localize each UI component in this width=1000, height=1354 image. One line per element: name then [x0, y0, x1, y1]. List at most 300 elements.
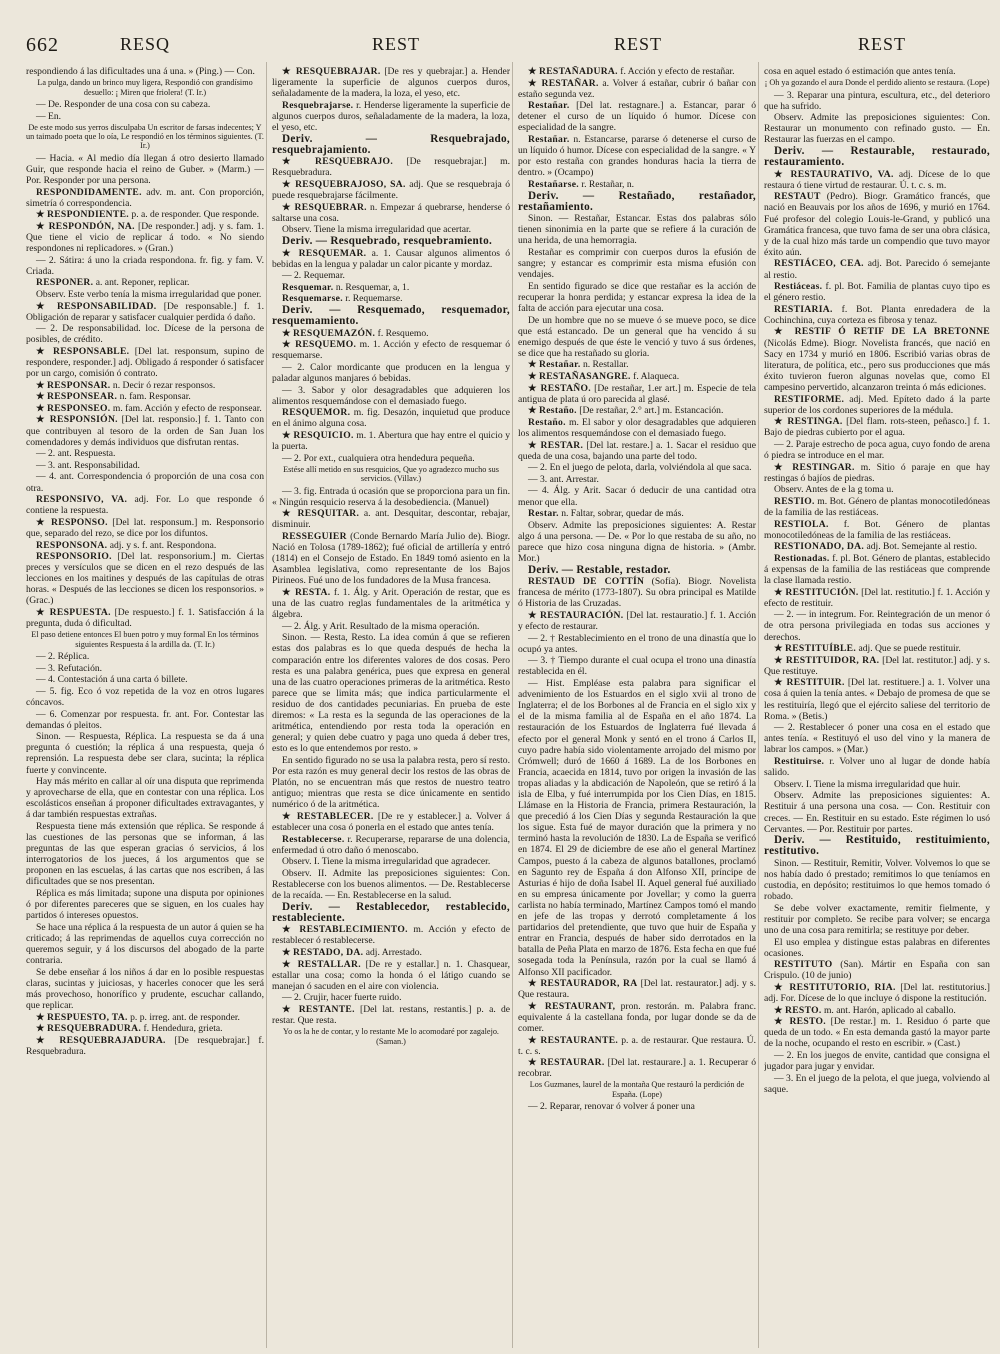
entry-paragraph	[26, 709, 264, 731]
dictionary-entry	[26, 517, 264, 539]
entry-definition: [Del flam. rots-steen, peñasco.] f. 1. Bajo de piedras cubierto por el agua.	[764, 416, 990, 439]
entry-headword: Restiáceas.	[774, 281, 823, 293]
dictionary-entry	[764, 496, 990, 518]
entry-paragraph	[26, 731, 264, 775]
entry-definition: p. a. de responder. Que responde.	[131, 209, 260, 221]
entry-definition: f. Bot. Planta enredadera de la Cochinchina, cuya corteza es fibrosa y tenaz.	[764, 303, 990, 326]
star-icon: ★	[36, 1034, 60, 1046]
entry-definition: — 3. Sabor y olor desagradables que adquieren los alimentos resquemándose con el demasiado fuego.	[272, 384, 510, 407]
entry-paragraph	[26, 674, 264, 685]
entry-definition: Deriv. — Restaurable, restaurado, restauramiento.	[764, 144, 990, 169]
entry-headword: RESSEGUIER	[282, 530, 347, 542]
star-icon: ★	[528, 371, 539, 383]
dictionary-entry	[26, 301, 264, 323]
entry-paragraph	[26, 460, 264, 471]
star-icon: ★	[36, 1011, 47, 1023]
entry-headword: RESPONSIVO, VA.	[36, 494, 128, 506]
entry-paragraph	[764, 90, 990, 112]
entry-definition: m. fam. Acción y efecto de responsear.	[112, 402, 262, 414]
guide-word-1: RESQ	[120, 34, 171, 54]
entry-headword: RESPONSAR.	[47, 379, 111, 391]
entry-headword: RESTAÑADURA.	[539, 66, 618, 77]
entry-definition: — 3. † Tiempo durante el cual ocupa el trono una dinastía restablecida en él.	[518, 655, 756, 678]
entry-headword: RESTAUD DE COTTÍN	[528, 576, 645, 588]
entry-paragraph	[272, 856, 510, 867]
star-icon: ★	[282, 1003, 299, 1015]
star-icon: ★	[282, 810, 297, 822]
dictionary-entry	[26, 209, 264, 220]
column-divider	[266, 62, 267, 1348]
dictionary-entry	[518, 179, 756, 190]
entry-definition: (Pedro). Biogr. Gramático francés, que nació en Beauvais por los años de 1696, y murió en 1764. Fué profesor del colegio Louis-le-Grand, y publicó una Gramática francesa, que tuvo fama de ser una obra clásica, y de la cual hizo más tarde un compendio que tuvo mayor éxito aún.	[764, 191, 990, 258]
dictionary-entry	[272, 202, 510, 224]
entry-headword: RESTITUIDOR, RA.	[785, 654, 880, 666]
entry-headword: RESPUESTA.	[49, 607, 111, 619]
entry-definition: [Del lat. restitutio.] f. 1. Acción y efecto de restituir.	[764, 586, 990, 609]
dictionary-entry	[764, 326, 990, 393]
star-icon: ★	[528, 1034, 541, 1046]
entry-definition: f. Hendedura, grieta.	[143, 1023, 223, 1035]
verse-quotation: Estése allí metido en sus resquicios, Que yo agradezco mucho sus servicios. (Villav.)	[283, 464, 499, 484]
entry-definition: (Conde Bernardo María Julio de). Biogr. Nació en Tolosa (1789-1862); fué oficial de artillería y entró (1814) en el Consejo de Estado. En 1849 tomó asiento en la Asamblea legislativa, como representante de los Bajos Pirineos. Fué uno de los fundadores de la Musa francesa.	[272, 530, 510, 587]
star-icon: ★	[282, 156, 316, 168]
entry-paragraph	[518, 474, 756, 485]
entry-definition: adj. Que se puede restituir.	[858, 643, 961, 655]
entry-definition: r. Restañar, n.	[581, 178, 635, 190]
dictionary-entry	[764, 587, 990, 609]
entry-headword: RESQUEBRAJOSO, SA.	[295, 178, 406, 190]
entry-definition: — Hacia. « Al medio día llegan á otro desierto llamado Guir, que responde hacia el reino de Guber. » (Marm.) — Por. Responder por una persona.	[26, 152, 264, 186]
entry-definition: m. fig. Desazón, inquietud que produce en el ánimo alguna cosa.	[272, 407, 510, 430]
entry-definition: — 2. † Restablecimiento en el trono de una dinastía que lo ocupó ya antes.	[518, 632, 756, 655]
entry-definition: — 2. Calor mordicante que producen en la lengua y paladar algunos manjares ó bebidas.	[272, 361, 510, 385]
entry-headword: RESQUICIO.	[293, 430, 354, 441]
entry-definition: a. ant. Desquitar, descontar, rebajar, disminuir.	[272, 508, 510, 531]
entry-definition: Se debe volver exactamente, remitir fielmente, y restituir por completo. Se recibe para volver; se encarga uno de una cosa para remitirla; se restituye por deber.	[764, 902, 990, 936]
entry-definition: — 2. Sátira: á uno la criada respondona. fr. fig. y fam. V. Criada.	[26, 254, 264, 277]
star-icon: ★	[282, 178, 296, 190]
guide-word-3: REST	[614, 34, 663, 54]
entry-paragraph	[26, 153, 264, 186]
entry-paragraph	[26, 663, 264, 674]
entry-definition: n. Restallar.	[582, 359, 629, 371]
entry-headword: RESTINGA.	[787, 416, 843, 428]
entry-paragraph	[26, 448, 264, 459]
entry-headword: RESPONDIENTE.	[47, 209, 129, 221]
star-icon: ★	[774, 461, 793, 473]
entry-paragraph	[26, 922, 264, 966]
entry-definition: Sinon. — Resta, Resto. La idea común á que se refieren estas dos palabras es lo que queda después de hecha la comparación entre los diferentes valores de dos cosas. Pero resta es una palabra genérica, pues que expresa en general una de las cuatro operaciones primeras de la aritmética. Resto parece que se limita más; que indica particularmente el residuo de dos cantidades pecuniarias. En prueba de este diremos: « La resta es la segunda de las operaciones de la aritmética, entendiendo por resta toda la operación en general; y quien debe cuatro y paga uno queda á deber tres, esto es lo que entendemos por resto. »	[272, 632, 510, 755]
dictionary-entry	[764, 191, 990, 258]
entry-headword: Restablecerse.	[282, 833, 345, 845]
entry-headword: Restaño.	[528, 416, 566, 428]
entry-definition: Sinon. — Restañar, Estancar. Estas dos palabras sólo tienen sinonimia en la parte que se refiere á la curación de una herida, de una hemorragia.	[518, 213, 756, 247]
entry-definition: Observ. I. Tiene la misma irregularidad que agradecer.	[282, 856, 491, 868]
dictionary-entry	[764, 553, 990, 586]
dictionary-entry	[764, 519, 990, 541]
entry-paragraph	[518, 213, 756, 246]
entry-definition: Deriv. — Resquemado, resquemador, resquemamiento.	[272, 303, 510, 328]
star-icon: ★	[36, 379, 47, 391]
entry-definition: [Del lat. responsum, supino de respondere, responder.] adj. Obligado á responder ó satisfacer por un cargo, comisión ó contrato.	[26, 345, 264, 380]
star-icon: ★	[282, 924, 300, 936]
dictionary-entry	[26, 391, 264, 402]
entry-definition: [De respuesto.] f. 1. Satisfacción á la pregunta, duda ó dificultad.	[26, 607, 264, 630]
entry-headword: RESTITUIR.	[786, 677, 845, 689]
verse-quotation: De este modo sus yerros disculpaba Un escritor de farsas indecentes; Y un taimado poeta que lo oía, Le respondió en los términos siguientes. (T. Ir.)	[26, 122, 264, 151]
entry-definition: cosa en aquel estado ó estimación que antes tenía.	[764, 66, 956, 77]
guide-word-4: REST	[858, 34, 907, 54]
entry-headword: RESTIF Ó RETIF DE LA BRETONNE	[794, 326, 990, 338]
entry-paragraph	[764, 439, 990, 461]
entry-paragraph	[764, 790, 990, 834]
star-icon: ★	[36, 220, 49, 232]
entry-headword: Restañarse.	[528, 178, 579, 190]
dictionary-entry	[26, 494, 264, 516]
entry-paragraph	[272, 362, 510, 384]
entry-definition: Sinon. — Restituir, Remitir, Volver. Volvemos lo que se nos había dado ó prestado; remitimos lo que teníamos en custodia, en depósito; restituimos lo que hemos tomado ó robado.	[764, 857, 990, 903]
entry-definition: — 3. Reparar una pintura, escultura, etc., del deterioro que ha sufrido.	[764, 89, 990, 112]
dictionary-entry	[764, 1005, 990, 1016]
entry-definition: [De responsable.] f. 1. Obligación de reparar y satisfacer cualquier perdida ó daño.	[26, 300, 264, 323]
entry-headword: RESTIÁCEO, CEA.	[774, 258, 864, 270]
entry-definition: f. 1. Álg. y Arit. Operación de restar, que es una de las cuatro reglas fundamentales de la aritmética y álgebra.	[272, 586, 510, 621]
dictionary-entry	[272, 407, 510, 429]
entry-headword: RESTITUTO	[774, 959, 833, 971]
entry-paragraph	[518, 191, 756, 213]
entry-definition: Deriv. — Resquebrajado, resquebrajamiento.	[272, 132, 510, 156]
entry-headword: RESTAURANT,	[544, 1000, 616, 1012]
star-icon: ★	[774, 168, 791, 180]
entry-definition: Observ. Antes de e la g toma u.	[774, 484, 894, 496]
dictionary-entry	[272, 282, 510, 293]
entry-definition: Deriv. — Resquebrado, resquebramiento.	[282, 234, 493, 247]
dictionary-entry	[272, 531, 510, 586]
entry-definition: — 4. Contestación á una carta ó billete.	[36, 674, 188, 686]
entry-headword: RESQUEBRAJADURA.	[59, 1034, 166, 1046]
dictionary-entry	[518, 508, 756, 519]
entry-definition: Observ. Tiene la misma irregularidad que acertar.	[282, 224, 472, 236]
entry-definition: — 3. ant. Arrestar.	[528, 473, 599, 485]
entry-definition: — 2. ant. Respuesta.	[36, 448, 116, 460]
entry-definition: — De. Responder de una cosa con su cabeza.	[36, 98, 211, 110]
entry-definition: r. Volver uno al lugar de donde había salido.	[764, 756, 990, 779]
entry-headword: RESQUITAR.	[297, 508, 360, 520]
entry-definition: Deriv. — Restable, restador.	[528, 563, 671, 576]
dictionary-entry	[26, 540, 264, 551]
star-icon: ★	[774, 326, 795, 338]
dictionary-entry	[764, 541, 990, 552]
entry-paragraph	[26, 99, 264, 110]
entry-headword: Restañar.	[528, 134, 570, 146]
entry-definition: f. Acción y efecto de restañar.	[620, 66, 735, 77]
entry-headword: RESQUEBRAR.	[294, 201, 367, 213]
entry-headword: RESPONSEO.	[47, 402, 111, 414]
star-icon: ★	[36, 1023, 47, 1035]
column-divider	[758, 62, 759, 1348]
dictionary-entry	[272, 811, 510, 833]
dictionary-entry	[518, 78, 756, 100]
entry-headword: RESTABLECIMIENTO.	[299, 924, 408, 936]
entry-headword: RESTITUÍBLE.	[785, 643, 857, 655]
entry-definition: pron. restorán. m. Palabra franc. equivalente á la castellana fonda, por lugar donde se da de comer.	[518, 1000, 756, 1034]
dictionary-entry	[26, 277, 264, 288]
entry-definition: En sentido figurado no se usa la palabra resta, pero sí resto. Por esta razón es muy general decir los restos de las obras de Platón, no se encuentran más que restos de nuestro teatro antiguo; mientras que resta se dice únicamente en sentido numérico ó de la aritmética.	[272, 754, 510, 811]
entry-definition: m. Sitio ó paraje en que hay restingas ó bajíos de piedras.	[764, 461, 990, 484]
dictionary-entry	[272, 328, 510, 339]
entry-headword: RESQUEMAR.	[298, 247, 367, 259]
dictionary-entry	[518, 576, 756, 609]
entry-headword: RESTADO, DA.	[293, 946, 364, 958]
entry-definition: — 3. En el juego de la pelota, el que juega, volviendo al saque.	[764, 1072, 990, 1095]
entry-definition: [Del lat. restitutorius.] adj. For. Dícese de lo que incluye ó dispone la restitución.	[764, 981, 990, 1004]
entry-definition: Restañar es comprimir con cuerpos duros la efusión de sangre; y estancar es comprimir esta misma efusión con vendajes.	[518, 247, 756, 281]
star-icon: ★	[774, 981, 790, 993]
entry-definition: — 5. fig. Eco ó voz repetida de la voz en otros lugares cóncavos.	[26, 685, 264, 708]
entry-definition: — 2. Requemar.	[282, 270, 345, 282]
dictionary-entry	[518, 359, 756, 370]
dictionary-entry	[764, 258, 990, 280]
entry-headword: RESTIOLA.	[774, 518, 829, 530]
entry-definition: [De restar.] m. 1. Residuo ó parte que queda de un todo. « En esta demanda gastó la mayor parte de la noche, ocupando el resto en escribir. » (Cast.)	[764, 1016, 990, 1050]
dictionary-entry	[272, 508, 510, 530]
star-icon: ★	[36, 345, 53, 357]
entry-headword: RESPONDIDAMENTE.	[36, 186, 142, 198]
entry-definition: Réplica es más limitada; supone una disputa por opiniones ó por diferentes pareceres que se siguen, en los cuales hay partidos ó intereses opuestos.	[26, 888, 264, 922]
entry-headword: Restionadas.	[774, 552, 830, 564]
entry-definition: f. pl. Bot. Género de plantas, establecido á expensas de la familia de las restiáceas que comprende la clase llamada restio.	[764, 552, 990, 587]
entry-definition: Observ. Admite las preposiciones siguientes: Con. Restaurar un monumento con refinado gusto. — En. Restaurar las fuerzas en el campo.	[764, 112, 990, 146]
entry-headword: RESQUEMAZÓN.	[293, 327, 376, 339]
entry-definition: [De re y establecer.] a. Volver á establecer una cosa ó ponerla en el estado que antes tenía.	[272, 810, 510, 833]
star-icon: ★	[528, 1057, 541, 1069]
star-icon: ★	[282, 430, 294, 441]
entry-definition: adj. Dícese de lo que restaura ó tiene virtud de restaurar. Ú. t. c. s. m.	[764, 168, 990, 191]
star-icon: ★	[528, 978, 541, 990]
entry-headword: Resquemarse.	[282, 293, 343, 305]
text-column-2	[272, 66, 510, 1346]
dictionary-entry	[518, 440, 756, 462]
star-icon: ★	[528, 66, 539, 77]
star-icon: ★	[528, 405, 539, 417]
entry-headword: RESTAR.	[540, 439, 584, 451]
entry-paragraph	[26, 289, 264, 300]
entry-definition: — 3. Refutación.	[36, 662, 103, 674]
star-icon: ★	[528, 359, 539, 371]
star-icon: ★	[282, 958, 298, 970]
entry-paragraph	[518, 485, 756, 507]
entry-definition: Respuesta tiene más extensión que réplica. Se responde á las cuestiones de las personas que se informan, á las preguntas de las que esperan gracias ó servicios, á los interrogatorios de los jueces, á los argumentos que se proponen en las escuelas, á las cartas que nos escriben, á las dificultades que se nos presentan.	[26, 820, 264, 888]
entry-definition: adj. y s. f. ant. Respondona.	[109, 539, 217, 551]
entry-paragraph	[272, 621, 510, 632]
entry-definition: Hay más mérito en callar al oír una disputa que reprimenda y aprovecharse de ella, que en contestar con una réplica. Los escolásticos enseñan á proponer dificultades extravagantes, y á dar también respuestas extrañas.	[26, 776, 264, 821]
entry-definition: adj. Arrestado.	[365, 946, 422, 958]
entry-headword: RESTO.	[789, 1016, 826, 1028]
entry-headword: RESTIFORME.	[774, 393, 845, 405]
entry-definition: Observ. Admite las preposiciones siguientes: A. Restituir á una persona una cosa. — Con. Restituir con creces. — En. Restituir en su estado. Este régimen lo usó Cervantes. — Por. Restituir por partes.	[764, 790, 990, 835]
entry-paragraph	[518, 462, 756, 473]
entry-definition: m. 1. Abertura que hay entre el quicio y la puerta.	[272, 430, 510, 453]
entry-paragraph	[518, 1101, 756, 1112]
entry-paragraph	[518, 565, 756, 576]
verse-quotation: La pulga, dando un brinco muy ligera, Respondió con grandísimo desuello: ¡ Miren que friolera! (T. Ir.)	[37, 78, 253, 97]
entry-headword: Restar.	[528, 508, 559, 520]
dictionary-entry	[518, 100, 756, 133]
entry-definition: Deriv. — Restañado, restañador, restañamiento.	[518, 189, 756, 213]
entry-paragraph	[518, 247, 756, 280]
star-icon: ★	[36, 402, 47, 414]
dictionary-entry	[26, 1012, 264, 1023]
entry-paragraph	[764, 609, 990, 642]
entry-definition: — 2. De responsabilidad. loc. Dícese de la persona de posibles, de crédito.	[26, 323, 264, 346]
dictionary-entry	[272, 156, 510, 178]
entry-headword: RESTINGAR.	[792, 461, 855, 473]
entry-headword: RESTANTE.	[298, 1003, 355, 1015]
entry-headword: RESQUEBRADURA.	[47, 1023, 142, 1035]
entry-definition: a. ant. Reponer, replicar.	[95, 277, 190, 289]
entry-headword: RESPONER.	[36, 277, 94, 289]
entry-definition: r. Recuperarse, repararse de una dolencia, enfermedad ú otro daño ó menoscabo.	[272, 833, 510, 856]
entry-definition: [Del lat. restituere.] a. 1. Volver una cosa á quien la tenía antes. « Debajo de promesa de que se les restituiría, llegó que el ejército saliese del territorio de Roma. » (Betis.)	[764, 677, 990, 722]
dictionary-entry	[518, 1035, 756, 1057]
dictionary-entry	[272, 430, 510, 452]
dictionary-entry	[764, 169, 990, 191]
entry-headword: RESPONDÓN, NA.	[48, 220, 135, 232]
entry-definition: [Del lat. responsio.] f. 1. Tanto con que contribuyen al tesoro de la orden de San Juan los comendadores y demás individuos que disfrutan rentas.	[26, 414, 264, 448]
entry-paragraph	[518, 281, 756, 314]
entry-paragraph	[26, 651, 264, 662]
entry-headword: RESPUESTO, TA.	[47, 1011, 128, 1023]
entry-headword: RESPONSABILIDAD.	[56, 300, 157, 312]
dictionary-entry	[26, 414, 264, 447]
entry-definition: Observ. Admite las preposiciones siguientes: A. Restar algo á una persona. — De. « Por lo que restaba de su año, no parece que hizo cosa ninguna digna de historia. » (Ambr. Mor.)	[518, 519, 756, 565]
entry-definition: — 2. Álg. y Arit. Resultado de la misma operación.	[282, 620, 480, 632]
entry-paragraph	[272, 236, 510, 247]
entry-headword: RESTIO.	[774, 495, 815, 507]
star-icon: ★	[774, 654, 786, 666]
dictionary-entry	[518, 417, 756, 439]
entry-definition: En sentido figurado se dice que restañar es la acción de recuperar la honra perdida; y estancar expresa la idea de la falta de acción para ejecutar una cosa.	[518, 280, 756, 314]
entry-definition: m. ant. Harón, aplicado al caballo.	[823, 1004, 956, 1016]
entry-headword: RESTITUTORIO, RIA.	[789, 981, 896, 993]
entry-definition: adj. Bot. Parecido ó semejante al restio.	[764, 258, 990, 281]
dictionary-entry	[764, 281, 990, 303]
entry-paragraph	[26, 686, 264, 708]
star-icon: ★	[528, 439, 541, 451]
verse-quotation: El paso detiene entonces El buen potro y muy formal En los términos siguientes Respuesta á la ardilla da. (T. Ir.)	[31, 630, 259, 649]
dictionary-entry	[764, 655, 990, 677]
entry-headword: RESTIONADO, DA.	[774, 541, 865, 553]
entry-paragraph	[26, 776, 264, 820]
entry-definition: r. Henderse ligeramente la superficie de algunos cuerpos duros, señaladamente de la madera, la loza, el yeso, etc.	[272, 99, 510, 133]
entry-paragraph	[26, 66, 264, 77]
entry-paragraph	[272, 385, 510, 407]
entry-paragraph	[518, 633, 756, 655]
entry-definition: [De re y estallar.] n. 1. Chasquear, estallar una cosa; como la honda ó el látigo cuando se manejan ó sacuden en el aire con violencia.	[272, 958, 510, 992]
star-icon: ★	[528, 610, 541, 621]
entry-paragraph	[272, 902, 510, 924]
entry-headword: RESTITUCIÓN.	[785, 586, 859, 598]
entry-definition: — 2. Por ext., cualquiera otra hendedura pequeña.	[282, 452, 475, 464]
entry-definition: m. 1. Acción y efecto de resquemar ó resquemarse.	[272, 339, 510, 362]
entry-paragraph	[26, 111, 264, 122]
dictionary-entry	[518, 371, 756, 382]
entry-headword: Restaño.	[539, 405, 577, 417]
entry-paragraph	[518, 678, 756, 978]
dictionary-entry	[764, 462, 990, 484]
dictionary-entry	[272, 834, 510, 856]
dictionary-entry	[518, 978, 756, 1000]
star-icon: ★	[282, 247, 299, 259]
entry-definition: — 4. Álg. y Arit. Sacar ó deducir de una cantidad otra menor que ella.	[518, 485, 756, 508]
entry-headword: RESTIARIA.	[774, 303, 833, 315]
entry-definition: [De restañar, 1.er art.] m. Especie de tela antigua de plata ú oro parecida al glasé.	[518, 382, 756, 405]
entry-definition: [Del lat. responsum.] m. Responsorio que, separado del rezo, se dice por los difuntos.	[26, 516, 264, 539]
entry-paragraph	[26, 888, 264, 921]
star-icon: ★	[282, 66, 296, 77]
verse-quotation: Los Guzmanes, laurel de la montaña Que restauró la perdición de España. (Lope)	[529, 1080, 745, 1099]
entry-headword: RESPONSIÓN.	[49, 414, 118, 426]
entry-paragraph	[764, 779, 990, 790]
entry-definition: — 4. ant. Correspondencia ó proporción de una cosa con otra.	[26, 471, 264, 494]
entry-definition: [De restañar, 2.° art.] m. Estancación.	[579, 405, 724, 417]
entry-definition: — 2. Reparar, renovar ó volver á poner una	[528, 1101, 695, 1113]
dictionary-entry	[764, 643, 990, 654]
entry-headword: RESTAURANTE.	[540, 1034, 619, 1046]
entry-definition: Se hace una réplica á la respuesta de un autor á quien se ha criticado; á las reprimendas de aquellos cuya corrección no queremos seguir, y á los discursos del abogado de la parte contraria.	[26, 921, 264, 967]
star-icon: ★	[282, 201, 295, 213]
entry-headword: Resquebrajarse.	[282, 99, 354, 111]
star-icon: ★	[282, 339, 296, 351]
entry-definition: — 2. Réplica.	[36, 651, 90, 663]
dictionary-entry	[26, 607, 264, 629]
star-icon: ★	[282, 586, 295, 598]
text-column-1	[26, 66, 264, 1346]
entry-headword: RESPONSO.	[51, 516, 108, 528]
entry-headword: RESTAUT	[774, 191, 821, 203]
star-icon: ★	[774, 586, 786, 598]
entry-definition: (San). Mártir en España con san Crispulo. (10 de junio)	[764, 959, 990, 982]
text-column-3	[518, 66, 756, 1346]
entry-definition: Deriv. — Restituido, restituimiento, restitutivo.	[764, 834, 990, 858]
star-icon: ★	[774, 1016, 790, 1028]
entry-definition: De un hombre que no se mueve ó se mueve poco, se dice que está estancado. De un general que ha vencido á su enemigo después de que éste le venció y tuvo á sus órdenes, se dice que ha restañado su gloria.	[518, 314, 756, 359]
star-icon: ★	[528, 1000, 545, 1012]
dictionary-entry	[26, 221, 264, 254]
entry-definition: n. Faltar, sobrar, quedar de más.	[561, 508, 684, 520]
entry-paragraph	[764, 722, 990, 755]
dictionary-entry	[272, 66, 510, 99]
entry-definition: [De resquebrajar.] f. Resquebradura.	[26, 1034, 264, 1057]
entry-paragraph	[764, 835, 990, 857]
entry-headword: RESTALLAR.	[297, 958, 361, 970]
entry-definition: adv. m. ant. Con proporción, simetría ó correspondencia.	[26, 186, 264, 209]
dictionary-entry	[26, 346, 264, 379]
entry-paragraph	[272, 868, 510, 901]
entry-definition: [Del lat. restaurare.] a. 1. Recuperar ó recobrar.	[518, 1057, 756, 1080]
dictionary-entry	[764, 416, 990, 438]
entry-definition: — En.	[36, 110, 62, 122]
entry-paragraph	[764, 1073, 990, 1095]
entry-paragraph	[272, 134, 510, 156]
entry-definition: — 6. Comenzar por respuesta. fr. ant. For. Contestar las demandas ó pleitos.	[26, 708, 264, 731]
text-column-4	[764, 66, 990, 1346]
entry-definition: — 3. ant. Responsabilidad.	[36, 459, 140, 471]
entry-definition: Observ. Este verbo tenía la misma irregularidad que poner.	[36, 288, 262, 300]
entry-definition: m. Bot. Género de plantas monocotiledóneas de la familia de las restiáceas.	[764, 495, 990, 518]
entry-headword: RESTAÑO.	[540, 382, 591, 394]
entry-paragraph	[272, 755, 510, 810]
